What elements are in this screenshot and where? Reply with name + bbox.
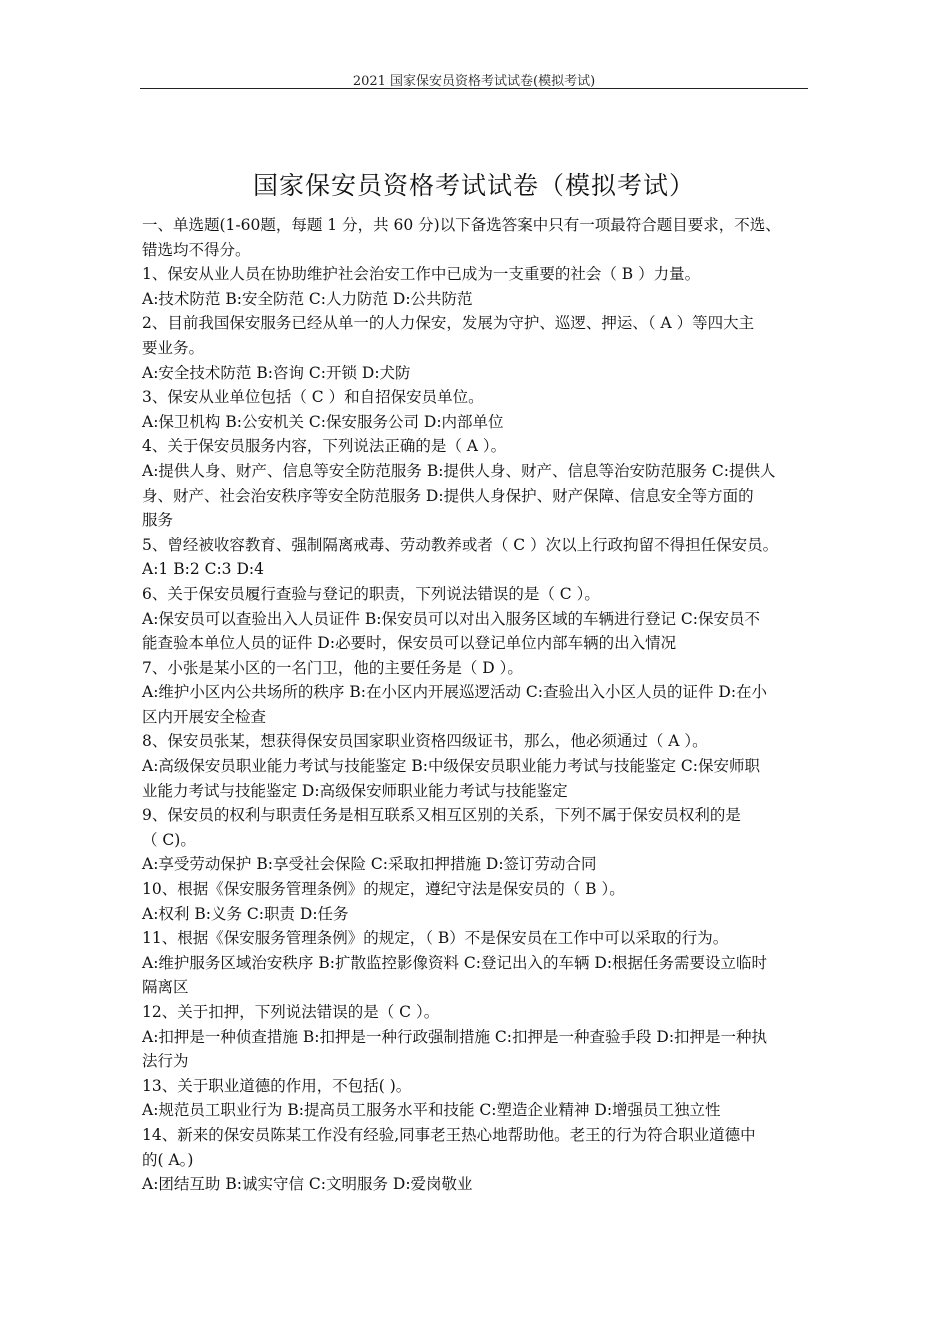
text-line: 错选均不得分。 bbox=[142, 240, 251, 259]
question-options: A:团结互助 B:诚实守信 C:文明服务 D:爱岗敬业 bbox=[142, 1175, 473, 1194]
question-stem: 12、关于扣押，下列说法错误的是（ C ）。 bbox=[142, 1003, 440, 1021]
question-options: A:维护服务区域治安秩序 B:扩散监控影像资料 C:登记出入的车辆 D:根据任务需要设立临时 bbox=[142, 953, 768, 972]
question-options: A:享受劳动保护 B:享受社会保险 C:采取扣押措施 D:签订劳动合同 bbox=[142, 855, 597, 874]
text-line: 服务 bbox=[142, 511, 174, 530]
question-stem: 4、关于保安员服务内容，下列说法正确的是（ A ）。 bbox=[142, 437, 507, 456]
question-stem: 11、根据《保安服务管理条例》的规定，（ B）不是保安员在工作中可以采取的行为。 bbox=[142, 929, 729, 948]
text-line: 身、财产、社会治安秩序等安全防范服务 D:提供人身保护、财产保障、信息安全等方面的 bbox=[142, 486, 754, 505]
question-stem: 8、保安员张某，想获得保安员国家职业资格四级证书，那么，他必须通过（ A ）。 bbox=[142, 732, 708, 751]
text-line: （ C)。 bbox=[142, 830, 196, 849]
question-options: A:保卫机构 B:公安机关 C:保安服务公司 D:内部单位 bbox=[142, 412, 504, 431]
question-body bbox=[142, 213, 810, 1197]
question-options: A:技术防范 B:安全防范 C:人力防范 D:公共防范 bbox=[142, 289, 473, 308]
question-stem: 2、目前我国保安服务已经从单一的人力保安，发展为守护、巡逻、押运、（ A ）等四大主 bbox=[142, 314, 755, 333]
text-line: 业能力考试与技能鉴定 D:高级保安师职业能力考试与技能鉴定 bbox=[142, 781, 568, 800]
text-line: 能查验本单位人员的证件 D:必要时，保安员可以登记单位内部车辆的出入情况 bbox=[142, 634, 677, 653]
question-stem: 6、关于保安员履行查验与登记的职责，下列说法错误的是（ C ）。 bbox=[142, 584, 600, 603]
question-options: A:1 B:2 C:3 D:4 bbox=[142, 560, 264, 579]
text-line: 要业务。 bbox=[142, 338, 205, 357]
question-stem: 13、关于职业道德的作用，不包括( )。 bbox=[142, 1076, 412, 1095]
question-options: A:安全技术防范 B:咨询 C:开锁 D:犬防 bbox=[142, 363, 411, 382]
question-options: A:提供人身、财产、信息等安全防范服务 B:提供人身、财产、信息等治安防范服务 C:提供人 bbox=[142, 461, 776, 480]
question-options: A:维护小区内公共场所的秩序 B:在小区内开展巡逻活动 C:查验出入小区人员的证件 D:在小 bbox=[142, 683, 768, 702]
text-line: 一、单选题(1-60题，每题 1 分，共 60 分)以下备选答案中只有一项最符合题目要求，不选、 bbox=[142, 216, 781, 234]
question-stem: 1、保安从业人员在协助维护社会治安工作中已成为一支重要的社会（ B ）力量。 bbox=[142, 265, 701, 284]
question-options: A:扣押是一种侦查措施 B:扣押是一种行政强制措施 C:扣押是一种查验手段 D:扣押是一种执 bbox=[142, 1027, 768, 1046]
question-stem: 14、新来的保安员陈某工作没有经验,同事老王热心地帮助他。老王的行为符合职业道德中 bbox=[142, 1125, 756, 1144]
question-options: A:保安员可以查验出入人员证件 B:保安员可以对出入服务区域的车辆进行登记 C:保安员不 bbox=[142, 609, 760, 628]
question-options: A:高级保安员职业能力考试与技能鉴定 B:中级保安员职业能力考试与技能鉴定 C:保安师职 bbox=[142, 757, 760, 776]
document-title: 国家保安员资格考试试卷（模拟考试） bbox=[252, 171, 695, 200]
text-line: 法行为 bbox=[142, 1052, 189, 1071]
question-stem: 9、保安员的权利与职责任务是相互联系又相互区别的关系，下列不属于保安员权利的是 bbox=[142, 806, 741, 825]
header-divider bbox=[140, 88, 808, 89]
question-options: A:规范员工职业行为 B:提高员工服务水平和技能 C:塑造企业精神 D:增强员工独立性 bbox=[142, 1101, 721, 1120]
text-line: 隔离区 bbox=[142, 978, 189, 997]
question-stem: 3、保安从业单位包括（ C ）和自招保安员单位。 bbox=[142, 388, 484, 407]
question-stem: 5、曾经被收容教育、强制隔离戒毒、劳动教养或者（ C ）次以上行政拘留不得担任保安员。 bbox=[142, 535, 779, 554]
question-options: A:权利 B:义务 C:职责 D:任务 bbox=[142, 904, 349, 923]
question-stem: 7、小张是某小区的一名门卫，他的主要任务是（ D ）。 bbox=[142, 658, 523, 677]
running-header: 2021 国家保安员资格考试试卷(模拟考试) bbox=[352, 74, 596, 89]
text-line: 的( A。) bbox=[142, 1150, 194, 1169]
text-line: 区内开展安全检查 bbox=[142, 707, 267, 726]
question-stem: 10、根据《保安服务管理条例》的规定，遵纪守法是保安员的（ B ）。 bbox=[142, 880, 625, 899]
